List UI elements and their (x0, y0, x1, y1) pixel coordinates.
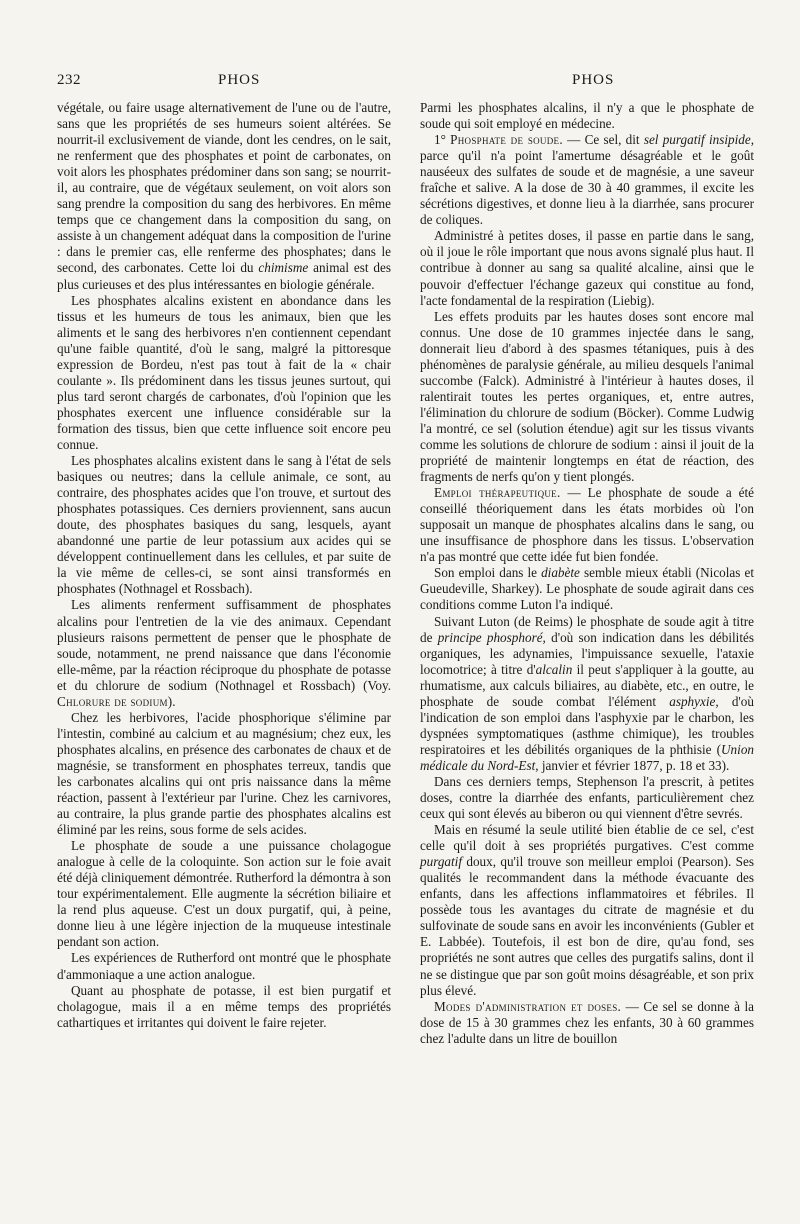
text-run: d'où l'indication de son emploi dans l'asphyxie par le charbon, les dyspnées symptomatiques (asthme chimique), les troubles respiratoires et les débilités organiques de la phthisie ( (420, 693, 754, 757)
text-run: végétale, ou faire usage alternativement de l'une ou de l'autre, sans que les propriétés de ses humeurs soient altérées. Se nourrit-il exclusivement de viande, dont les cendres, on le sait, ne renferment que des phosphates et point de carbonates, on voit alors les phosphates prédominer dans son sang; se nourrit-il, au contraire, que de végétaux seulement, on voit alors son sang prendre la composition du sang des herbivores. En même temps que ce changement dans la composition du sang, on assiste à un changement adéquat dans la composition de l'urine : dans le premier cas, elle renferme des phosphates; dans le second, des carbonates. Cette loi du (57, 100, 391, 276)
text-run: Mais en résumé la seule utilité bien établie de ce sel, c'est celle qu'il doit à ses propriétés purgatives. C'est comme (420, 822, 754, 854)
italic-text: principe phosphoré, (437, 629, 546, 645)
text-run: , janvier et février 1877, p. 18 et 33). (535, 757, 730, 773)
section-heading: Chlorure de sodium (57, 693, 168, 709)
left-column (57, 100, 391, 1031)
text-run: il peut s'appliquer à la goutte, au rhumatisme, aux calculs biliaires, au diabète, etc., en outre, le phosphate de soude combat l'élément (420, 661, 754, 709)
paragraph (57, 100, 391, 293)
paragraph (57, 950, 391, 982)
paragraph (420, 309, 754, 486)
italic-text: asphyxie, (669, 693, 719, 709)
running-head-left: PHOS (218, 72, 261, 88)
right-column (420, 100, 754, 1047)
paragraph (420, 565, 754, 613)
text-run: semble mieux établi (Nicolas et Gueudeville, Sharkey). Le phosphate de soude agirait dans ces conditions comme Luton l'a indiqué. (420, 565, 754, 613)
paragraph (57, 838, 391, 950)
text-run: doux, qu'il trouve son meilleur emploi (Pearson). Ses qualités le recommandent dans la méthode évacuante des enfants, dans les affections inflammatoires et fébriles. Il possède tous les avantages du citrate de magnésie et du sulfovinate de soude sans en avoir les inconvénients (Gubler et E. Labbée). Toutefois, il est bon de dire, qu'au fond, ses propriétés ne sont autres que celles des purgatifs salins, dont il ne se distingue que par son goût moins désagréable, et son prix plus élevé. (420, 854, 754, 998)
text-run: d'où son indication dans les débilités organiques, les adynamies, l'impuissance sexuelle, l'ataxie locomotrice; à titre d' (420, 629, 754, 677)
running-head-right: PHOS (572, 72, 615, 88)
text-run: Le phosphate de soude a une puissance cholagogue analogue à celle de la coloquinte. Son action sur le foie avait été déjà cliniquement démontrée. Rutherford la démontra à son tour expérimentalement. Elle augmente la sécrétion biliaire et la rend plus aqueuse. C'est un doux purgatif, qui, à peine, donne lieu à une légère injection de la muqueuse intestinale pendant son action. (57, 838, 391, 950)
paragraph (420, 132, 754, 228)
page-number: 232 (57, 72, 81, 88)
text-run: — Ce sel, dit (562, 132, 644, 148)
text-run: Chez les herbivores, l'acide phosphorique s'élimine par l'intestin, combiné au calcium et au magnésium; chez eux, les phosphates alcalins, en présence des carbonates de chaux et de magnésie, se transforment en phosphates terreux, tandis que les carbonates alcalins qui ont pris naissance dans la même réaction, passent à l'extérieur par l'urine. Chez les carnivores, au contraire, la plus grande partie des phosphates alcalins est éliminé par les reins, sous forme de sels acides. (57, 709, 391, 838)
text-run: Dans ces derniers temps, Stephenson l'a prescrit, à petites doses, contre la diarrhée des enfants, particulièrement chez ceux qui sont élevés au biberon ou qui viennent d'être sevrés. (420, 773, 754, 822)
paragraph (420, 774, 754, 822)
text-run: Administré à petites doses, il passe en partie dans le sang, où il joue le rôle important que nous avons signalé plus haut. Il contribue à donner au sang sa qualité alcaline, ainsi que le pouvoir d'effectuer l'échange gazeux qui constitue au fond, l'acte fondamental de la respiration (Liebig). (420, 228, 754, 308)
italic-text: sel purgatif insipide (643, 132, 751, 148)
text-run: Les phosphates alcalins existent dans le sang à l'état de sels basiques ou neutres; dans la cellule animale, ce sont, au contraire, des phosphates acides que l'on trouve, et surtout des phosphates potassiques. Ces derniers proviennent, sans aucun doute, des phosphates basiques du sang, lesquels, ayant abandonné une partie de leur potassium aux acides qui se développent continuellement dans les cellules, et par suite de la vie même de celles-ci, se sont ainsi transformés en phosphates (Nothnagel et Rossbach). (57, 453, 391, 597)
page-header (0, 72, 800, 94)
text-run: Parmi les phosphates alcalins, il n'y a que le phosphate de soude qui soit employé en médecine. (420, 100, 754, 132)
paragraph (57, 710, 391, 838)
text-run: Suivant Luton (de Reims) le phosphate de soude agit à titre de (420, 613, 754, 645)
text-run: , parce qu'il n'a point l'amertume désagréable et le goût nauséeux des sulfates de soude et de magnésie, a une saveur fraîche et salive. A la dose de 30 à 40 grammes, il excite les sécrétions digestives, et donne lieu à la diarrhée, sans procurer de coliques. (420, 132, 754, 228)
section-heading: Modes d'administration et doses. (434, 998, 622, 1014)
text-run: Son emploi dans le (434, 565, 542, 581)
italic-text: purgatif (420, 854, 463, 870)
text-run: Les aliments renferment suffisamment de phosphates alcalins pour l'entretien de la vie des animaux. Cependant plusieurs raisons permettent de penser que le phosphate de soude, notamment, ne prend naissance que dans l'économie elle-même, par la réaction réciproque du phosphate de potasse et du chlorure de sodium (Nothnagel et Rossbach) (Voy. (57, 597, 391, 693)
paragraph (57, 453, 391, 597)
italic-text: chimisme (258, 260, 309, 276)
text-run: Les phosphates alcalins existent en abondance dans les tissus et les humeurs de tous les animaux, bien que les aliments et le sang des herbivores n'en contiennent cependant qu'une faible quantité, d'où le sang, malgré la pittoresque expression de Bordeu, n'est pas tout à fait de la « chair coulante ». Ils prédominent dans les tissus jeunes surtout, qui plus tard seront chargés de carbonates, d'où l'opinion que les phosphates exercent une influence considérable sur la formation des tissus, bien que cette influence soit encore peu connue. (57, 292, 391, 452)
italic-text: alcalin (535, 661, 573, 677)
text-run: 1° (434, 132, 451, 148)
paragraph (420, 100, 754, 132)
text-run: animal est des plus curieuses et des plus intéressantes en biologie générale. (57, 260, 391, 292)
text-run: — Ce sel se donne à la dose de 15 à 30 grammes chez les enfants, 30 à 60 grammes chez l'adulte dans un litre de bouillon (420, 998, 755, 1046)
text-run: Les expériences de Rutherford ont montré que le phosphate d'ammoniaque a une action analogue. (57, 950, 391, 982)
italic-text: diabète (541, 565, 580, 581)
paragraph (57, 597, 391, 709)
section-heading: Phosphate de soude. (450, 132, 563, 148)
section-heading: Emploi thérapeutique. (434, 485, 561, 501)
paragraph (57, 983, 391, 1031)
paragraph (420, 999, 754, 1047)
text-run: ). (167, 693, 176, 709)
text-run: — Le phosphate de soude a été conseillé théoriquement dans les états morbides où l'on supposait un manque de phosphates alcalins dans le sang, ou une insuffisance de phosphore dans les tissus. L'observation n'a pas montré que cette idée fut bien fondée. (420, 485, 754, 565)
paragraph (420, 822, 754, 999)
text-run: Les effets produits par les hautes doses sont encore mal connus. Une dose de 10 grammes injectée dans le sang, donnerait lieu d'abord à des spasmes tétaniques, puis à des phénomènes de paralysie générale, au milieu desquels l'animal succombe (Falck). Administré à l'intérieur à hautes doses, il ralentirait toutes les pertes organiques, et, entre autres, l'élimination du chlorure de sodium (Böcker). Comme Ludwig l'a montré, ce sel (solution étendue) agit sur les tissus vivants comme les solutions de chlorure de sodium : ainsi il jouit de la propriété de maintenir longtemps en état de réaction, des fragments de nerfs qu'on y tient plongés. (420, 308, 754, 485)
paragraph (420, 228, 754, 308)
text-run: Quant au phosphate de potasse, il est bien purgatif et cholagogue, mais il a en même temps des propriétés cathartiques et irritantes qui doivent le faire rejeter. (57, 982, 391, 1030)
paragraph (420, 485, 754, 565)
paragraph (420, 614, 754, 774)
paragraph (57, 293, 391, 453)
italic-text: Union médicale du Nord-Est (420, 741, 754, 773)
